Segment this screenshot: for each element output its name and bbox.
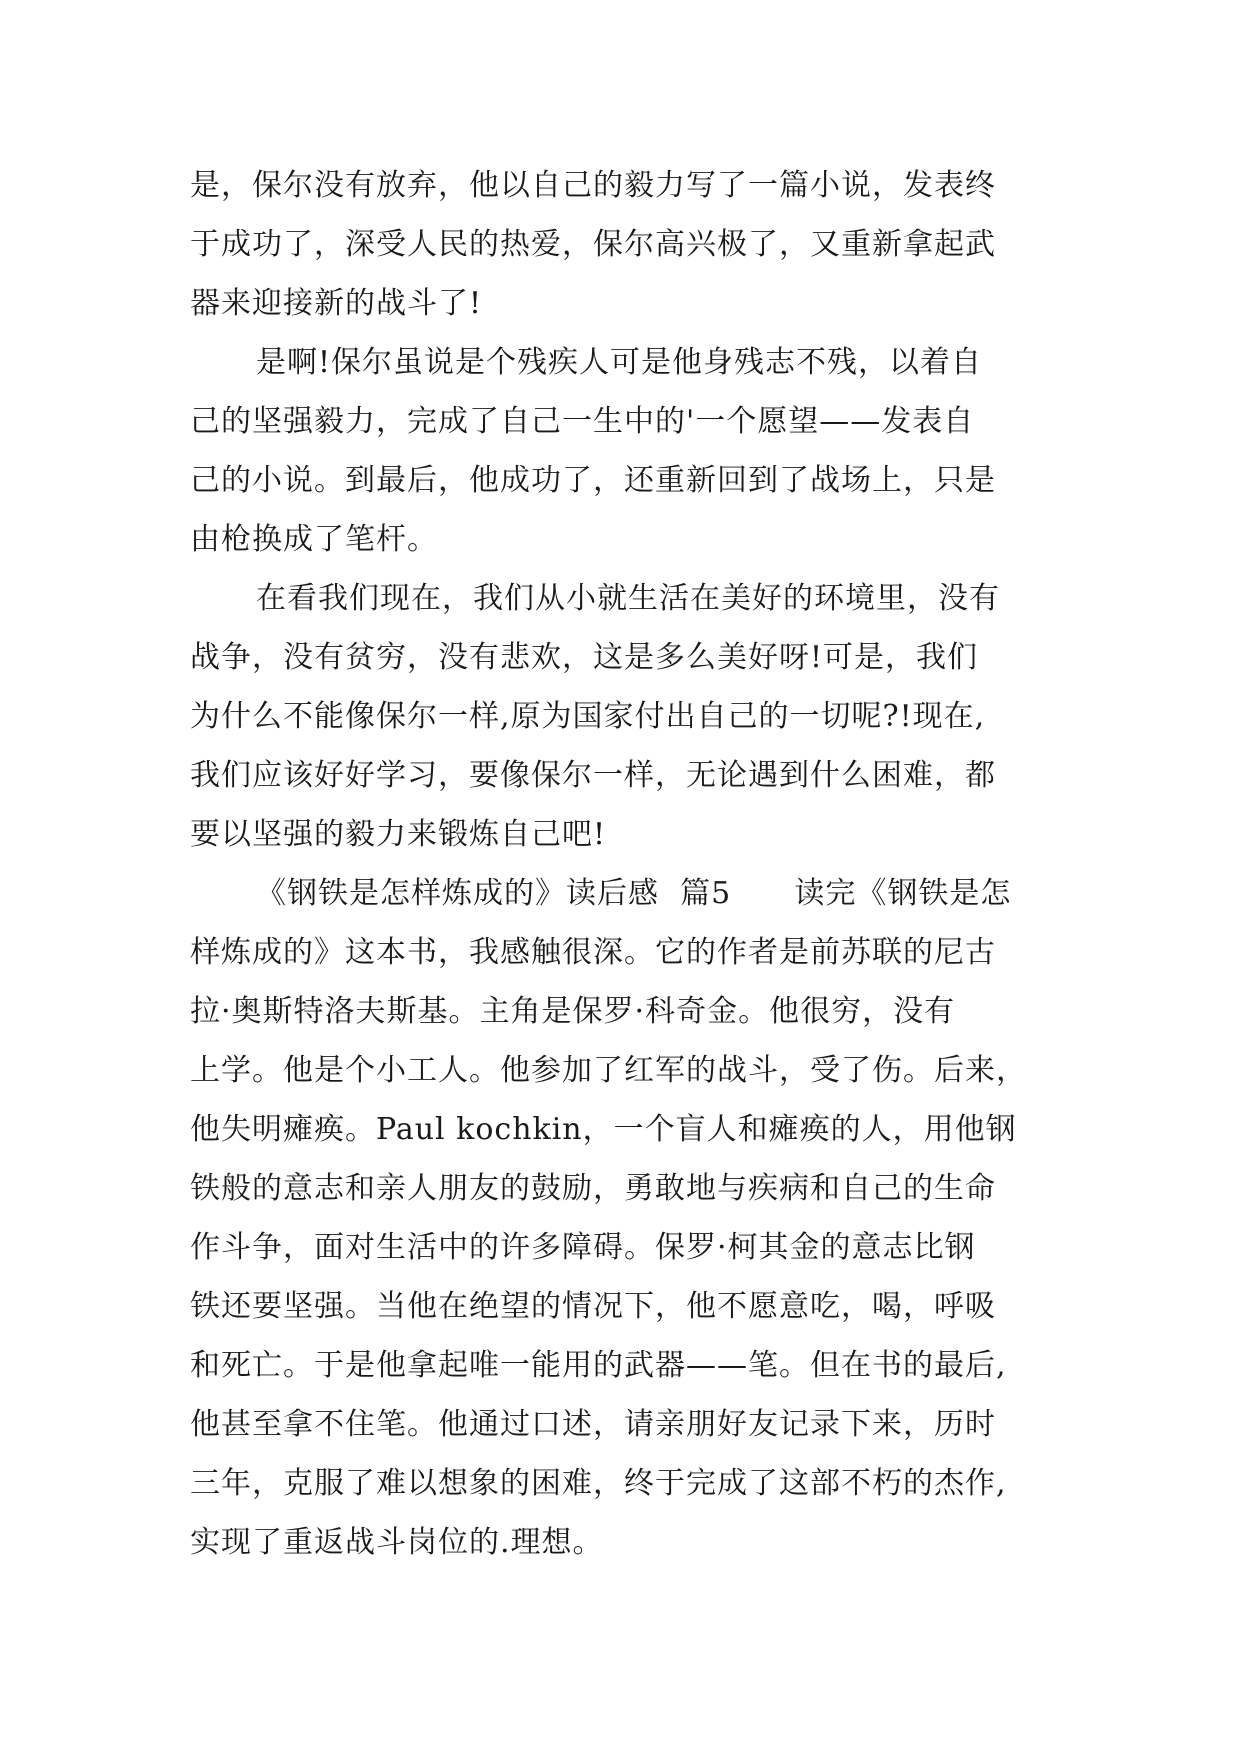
text-line: 为什么不能像保尔一样,原为国家付出自己的一切呢?!现在,	[190, 699, 986, 734]
text-line: 三年，克服了难以想象的困难，终于完成了这部不朽的杰作,	[190, 1466, 1007, 1501]
text-line: 铁般的意志和亲人朋友的鼓励，勇敢地与疾病和自己的生命	[190, 1171, 996, 1206]
text-line: 铁还要坚强。当他在绝望的情况下，他不愿意吃，喝，呼吸	[190, 1289, 996, 1324]
paragraph-first-line: 在看我们现在，我们从小就生活在美好的环境里，没有	[256, 581, 1000, 616]
text-line: 己的坚强毅力，完成了自己一生中的'一个愿望——发表自	[190, 404, 975, 439]
text-line: 战争，没有贫穷，没有悲欢，这是多么美好呀!可是，我们	[190, 640, 979, 675]
text-line: 拉·奥斯特洛夫斯基。主角是保罗·科奇金。他很穷，没有	[190, 994, 956, 1029]
text-line: 和死亡。于是他拿起唯一能用的武器——笔。但在书的最后,	[190, 1348, 1007, 1383]
text-line: 要以坚强的毅力来锻炼自己吧!	[190, 817, 607, 852]
text-line: 上学。他是个小工人。他参加了红军的战斗，受了伤。后来，	[190, 1053, 1027, 1088]
text-line: 己的小说。到最后，他成功了，还重新回到了战场上，只是	[190, 463, 996, 498]
section-heading-line: 《钢铁是怎样炼成的》读后感 篇5 读完《钢铁是怎	[256, 876, 1012, 911]
text-line: 于成功了，深受人民的热爱，保尔高兴极了，又重新拿起武	[190, 227, 996, 262]
paragraph-first-line: 是啊!保尔虽说是个残疾人可是他身残志不残，以着自	[256, 345, 983, 380]
text-line: 他失明瘫痪。Paul kochkin，一个盲人和瘫痪的人，用他钢	[190, 1112, 1017, 1147]
text-line: 他甚至拿不住笔。他通过口述，请亲朋好友记录下来，历时	[190, 1407, 996, 1442]
text-line: 实现了重返战斗岗位的.理想。	[190, 1525, 604, 1560]
text-line: 由枪换成了笔杆。	[190, 522, 438, 557]
document-body	[190, 156, 1052, 1572]
text-line: 作斗争，面对生活中的许多障碍。保罗·柯其金的意志比钢	[190, 1230, 976, 1265]
text-line: 我们应该好好学习，要像保尔一样，无论遇到什么困难，都	[190, 758, 996, 793]
text-line: 样炼成的》这本书，我感触很深。它的作者是前苏联的尼古	[190, 935, 996, 970]
text-line: 器来迎接新的战斗了!	[190, 286, 483, 321]
text-line: 是，保尔没有放弃，他以自己的毅力写了一篇小说，发表终	[190, 168, 996, 203]
